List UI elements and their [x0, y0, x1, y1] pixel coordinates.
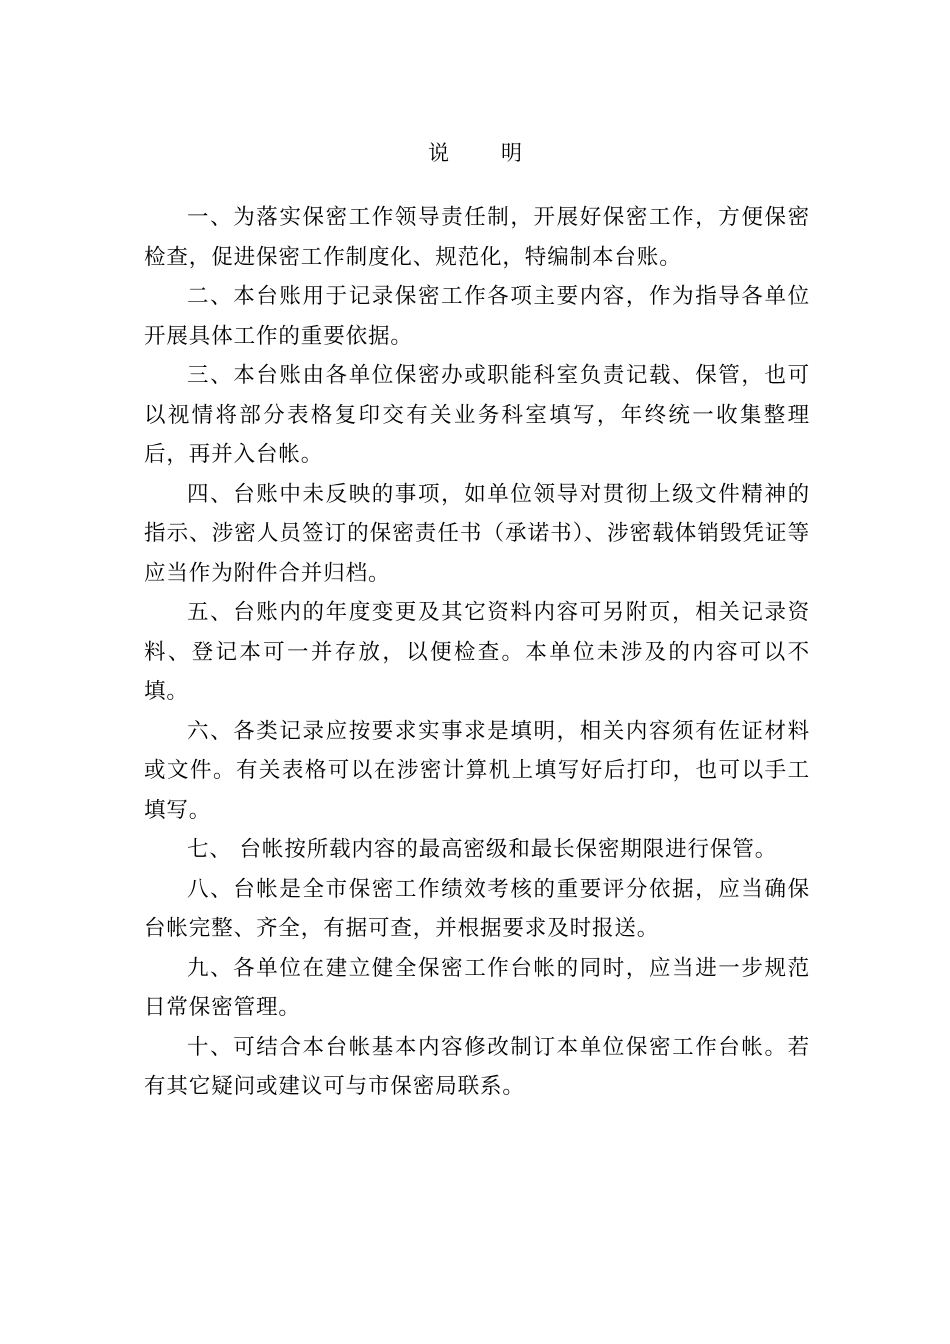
- paragraph-1: 一、为落实保密工作领导责任制，开展好保密工作，方便保密检查，促进保密工作制度化、规范化，特编制本台账。: [144, 205, 810, 270]
- page-title-part-2: 明: [501, 141, 522, 165]
- instructions-body: [144, 198, 810, 1107]
- paragraph-4: 四、台账中未反映的事项，如单位领导对贯彻上级文件精神的指示、涉密人员签订的保密责任书（承诺书）、涉密载体销毁凭证等应当作为附件合并归档。: [144, 481, 810, 586]
- page-title: [0, 138, 950, 168]
- paragraph-3: 三、本台账由各单位保密办或职能科室负责记载、保管，也可以视情将部分表格复印交有关业务科室填写，年终统一收集整理后，再并入台帐。: [144, 363, 810, 467]
- paragraph-6: 六、各类记录应按要求实事求是填明，相关内容须有佐证材料或文件。有关表格可以在涉密计算机上填写好后打印，也可以手工填写。: [144, 718, 810, 823]
- paragraph-2: 二、本台账用于记录保密工作各项主要内容，作为指导各单位开展具体工作的重要依据。: [144, 284, 810, 349]
- paragraph-9: 九、各单位在建立健全保密工作台帐的同时，应当进一步规范日常保密管理。: [144, 955, 810, 1020]
- paragraph-5: 五、台账内的年度变更及其它资料内容可另附页，相关记录资料、登记本可一并存放，以便检查。本单位未涉及的内容可以不填。: [144, 600, 810, 704]
- paragraph-8: 八、台帐是全市保密工作绩效考核的重要评分依据，应当确保台帐完整、齐全，有据可查，并根据要求及时报送。: [144, 876, 810, 941]
- page-title-part-1: 说: [428, 141, 449, 165]
- paragraph-7: 七、 台帐按所载内容的最高密级和最长保密期限进行保管。: [187, 837, 778, 862]
- paragraph-10: 十、可结合本台帐基本内容修改制订本单位保密工作台帐。若有其它疑问或建议可与市保密局联系。: [144, 1034, 810, 1099]
